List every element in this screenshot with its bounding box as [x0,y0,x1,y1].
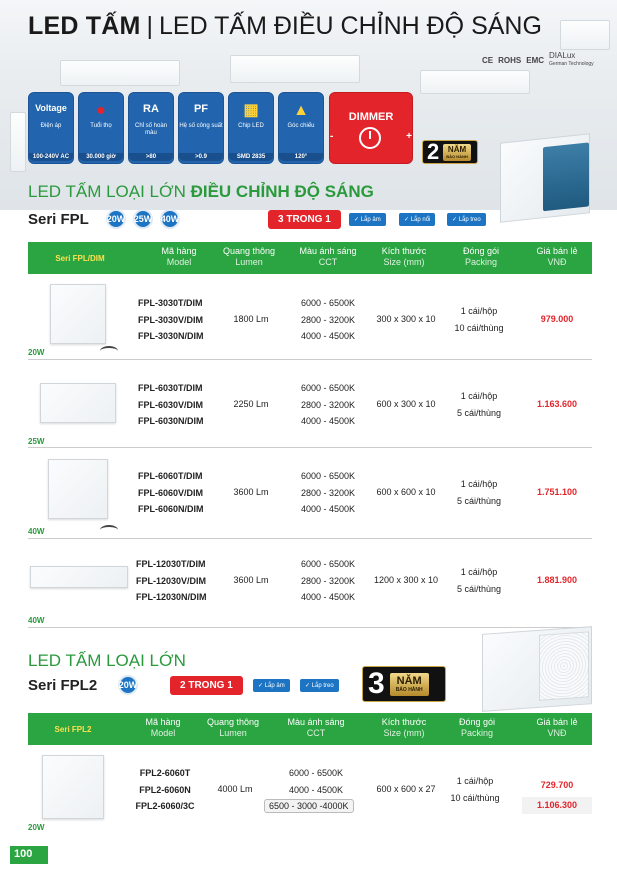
dimmer-knob-icon [359,127,381,149]
table-row: 20W FPL-3030T/DIM FPL-3030V/DIM FPL-3030N/DIM 1800 Lm 6000 - 6500K 2800 - 3200K 4000 - 4500K 300 x 300 x 10 1 cái/hộp 10 cái/thùng 979.000 [28,276,592,360]
pf-icon: PF [193,103,209,115]
ceiling-panel [420,70,530,94]
clock-icon: ● [96,102,106,119]
table-row: 40W FPL-12030T/DIM FPL-12030V/DIM FPL-12030N/DIM 3600 Lm 6000 - 6500K 2800 - 3200K 4000 - 4500K 1200 x 300 x 10 1 cái/hộp 5 cái/thùng 1.881.900 [28,542,592,628]
spec-ra: RA Chỉ số hoàn màu >80 [128,92,174,164]
section2-title: LED TẤM LOẠI LỚN [28,651,186,670]
product-image [48,459,108,519]
ceiling-panel [560,20,610,50]
rohs-mark: ROHS [498,55,522,65]
dialux-logo: DIALux German Technology [549,51,594,67]
install-tag: ✓ Lắp âm [349,213,386,226]
certifications [482,52,594,68]
product-hero-image [500,133,590,222]
table-row: 20W FPL2-6060T FPL2-6060N FPL2-6060/3C 4000 Lm 6000 - 6500K 4000 - 4500K 6500 - 3000 -4000K 600 x 600 x 27 1 cái/hộp 10 cái/thùng 729.700 1.106.300 [28,747,592,837]
product-image [30,566,128,588]
beam-angle-icon: ▲ [293,102,309,119]
combo-badge: 2 TRONG 1 [170,676,243,695]
ra-icon: RA [143,103,159,115]
ceiling-panel [230,55,360,83]
spec-chip: ▦ Chip LED SMD 2835 [228,92,274,164]
emc-mark: EMC [526,55,545,65]
install-tag: ✓ Lắp treo [447,213,486,226]
table2-header: Seri FPL2 Mã hàng Model Quang thông Lumen Màu ánh sáng CCT Kích thước Size (mm) Đóng gói Packing Giá bán lẻ VNĐ [28,713,592,745]
cct-3c-box: 6500 - 3000 -4000K [264,799,354,813]
spec-voltage: Voltage Điện áp 100-240V AC [28,92,74,164]
warranty-badge-3y: 3 NĂM BẢO HÀNH [362,666,446,702]
ce-mark: CE [482,55,494,65]
product2-hero-image [482,626,592,712]
table-row: 25W FPL-6030T/DIM FPL-6030V/DIM FPL-6030N/DIM 2250 Lm 6000 - 6500K 2800 - 3200K 4000 - 4500K 600 x 300 x 10 1 cái/hộp 5 cái/thùng 1.163.600 [28,363,592,448]
combo-badge: 3 TRONG 1 [268,210,341,229]
section2-seri: Seri FPL2 [28,677,98,694]
table-row: 40W FPL-6060T/DIM FPL-6060V/DIM FPL-6060N/DIM 3600 Lm 6000 - 6500K 2800 - 3200K 4000 - 4500K 600 x 600 x 10 1 cái/hộp 5 cái/thùng 1.751.100 [28,451,592,539]
watt-badge: 20W [118,675,138,695]
dimmer-badge: DIMMER - + [329,92,413,164]
spec-lifetime: ● Tuổi thọ 30.000 giờ [78,92,124,164]
section1-seri: Seri FPL [28,211,89,228]
table1-header: Seri FPL/DIM Mã hàng Model Quang thông Lumen Màu ánh sáng CCT Kích thước Size (mm) Đóng gói Packing Giá bán lẻ VNĐ [28,242,592,274]
watt-badge: 40W [160,209,180,229]
spec-beam: ▲ Góc chiếu 120° [278,92,324,164]
dimmer-icon [100,525,118,535]
warranty-badge-2y: 2 NĂM BẢO HÀNH [422,140,478,164]
ceiling-panel [60,60,180,86]
install-tag: ✓ Lắp treo [300,679,339,692]
spec-icons [28,92,324,164]
install-tag: ✓ Lắp âm [253,679,290,692]
watt-badge: 25W [133,209,153,229]
page-number: 100 [10,846,48,864]
install-tag: ✓ Lắp nổi [399,213,435,226]
spec-pf: PF Hệ số công suất >0.9 [178,92,224,164]
section1-title: LED TẤM LOẠI LỚN ĐIỀU CHỈNH ĐỘ SÁNG [28,182,374,201]
dimmer-icon [100,346,118,356]
voltage-icon: Voltage [35,103,67,113]
product-image [50,284,106,344]
ceiling-panel [10,112,26,172]
page-title: LED TẤM | LED TẤM ĐIỀU CHỈNH ĐỘ SÁNG [28,12,542,40]
chip-icon: ▦ [243,102,259,119]
product-image [42,755,104,819]
watt-badge: 20W [106,209,126,229]
product-image [40,383,116,423]
